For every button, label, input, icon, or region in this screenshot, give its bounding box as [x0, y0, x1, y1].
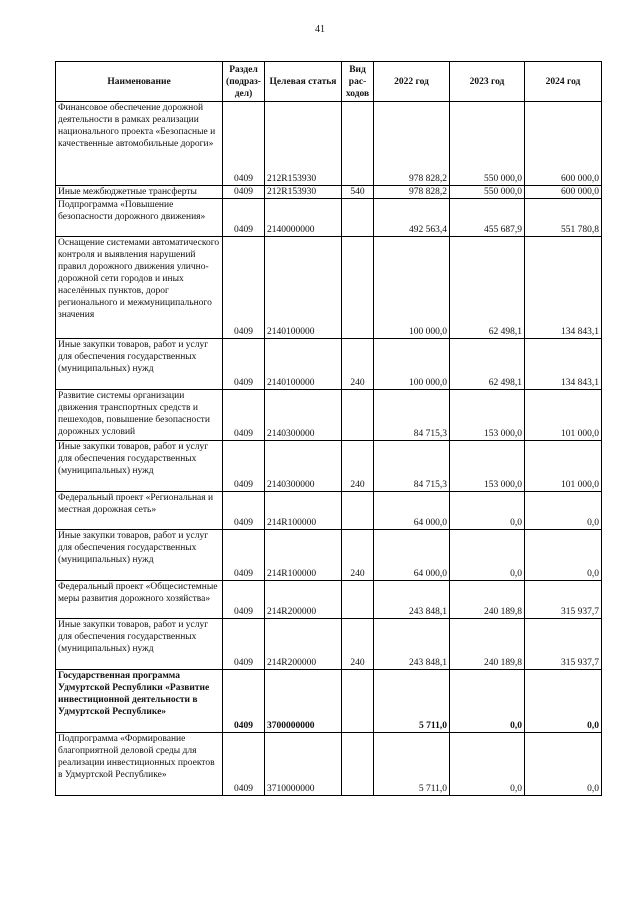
- cell-2024: 101 000,0: [525, 441, 602, 492]
- cell-name: Оснащение системами автоматического контроля и выявления нарушений правил дорожного движения улично-дорожной сети городов и иных населённых пунктов, дорог регионального и межмуниципального значения: [56, 237, 223, 339]
- table-row: [56, 237, 602, 339]
- cell-section: 0409: [223, 670, 265, 733]
- cell-section: 0409: [223, 441, 265, 492]
- cell-2023: 0,0: [450, 530, 525, 581]
- cell-2024: 551 780,8: [525, 199, 602, 237]
- cell-section: 0409: [223, 492, 265, 530]
- cell-2022: 243 848,1: [374, 581, 450, 619]
- table-row: [56, 530, 602, 581]
- cell-2022: 492 563,4: [374, 199, 450, 237]
- cell-kind: 240: [342, 441, 374, 492]
- cell-kind: [342, 581, 374, 619]
- table-row: [56, 733, 602, 796]
- cell-kind: [342, 102, 374, 186]
- cell-2023: 240 189,8: [450, 581, 525, 619]
- cell-name: Иные закупки товаров, работ и услуг для обеспечения государственных (муниципальных) нужд: [56, 339, 223, 390]
- cell-2024: 0,0: [525, 530, 602, 581]
- cell-name: Иные межбюджетные трансферты: [56, 186, 223, 199]
- cell-2023: 62 498,1: [450, 339, 525, 390]
- cell-target: 2140100000: [265, 237, 342, 339]
- cell-2024: 134 843,1: [525, 339, 602, 390]
- cell-name: Подпрограмма «Повышение безопасности дорожного движения»: [56, 199, 223, 237]
- cell-2023: 62 498,1: [450, 237, 525, 339]
- cell-2022: 64 000,0: [374, 530, 450, 581]
- cell-target: 212R153930: [265, 102, 342, 186]
- cell-target: 2140300000: [265, 390, 342, 441]
- cell-section: 0409: [223, 339, 265, 390]
- cell-2023: 550 000,0: [450, 186, 525, 199]
- budget-table: [55, 61, 602, 796]
- cell-2022: 84 715,3: [374, 390, 450, 441]
- table-row: [56, 670, 602, 733]
- table-row: [56, 390, 602, 441]
- cell-kind: [342, 390, 374, 441]
- cell-kind: [342, 492, 374, 530]
- table-row: [56, 186, 602, 199]
- table-row: [56, 441, 602, 492]
- cell-2023: 0,0: [450, 733, 525, 796]
- cell-name: Подпрограмма «Формирование благоприятной деловой среды для реализации инвестиционных проектов в Удмуртской Республике»: [56, 733, 223, 796]
- cell-2024: 315 937,7: [525, 619, 602, 670]
- header-2024: 2024 год: [525, 62, 602, 102]
- header-kind: Вид рас- ходов: [342, 62, 374, 102]
- cell-target: 3700000000: [265, 670, 342, 733]
- cell-section: 0409: [223, 199, 265, 237]
- cell-name: Государственная программа Удмуртской Республики «Развитие инвестиционной деятельности в Удмуртской Республике»: [56, 670, 223, 733]
- cell-name: Иные закупки товаров, работ и услуг для обеспечения государственных (муниципальных) нужд: [56, 619, 223, 670]
- cell-2022: 5 711,0: [374, 670, 450, 733]
- cell-target: 2140000000: [265, 199, 342, 237]
- cell-kind: [342, 670, 374, 733]
- cell-section: 0409: [223, 102, 265, 186]
- cell-2023: 153 000,0: [450, 390, 525, 441]
- cell-kind: [342, 237, 374, 339]
- cell-name: Федеральный проект «Общесистемные меры развития дорожного хозяйства»: [56, 581, 223, 619]
- header-section: Раздел (подраз- дел): [223, 62, 265, 102]
- cell-target: 214R100000: [265, 530, 342, 581]
- cell-target: 2140100000: [265, 339, 342, 390]
- cell-name: Финансовое обеспечение дорожной деятельности в рамках реализации национального проекта «Безопасные и качественные автомобильные дороги»: [56, 102, 223, 186]
- cell-2022: 84 715,3: [374, 441, 450, 492]
- table-row: [56, 492, 602, 530]
- cell-name: Развитие системы организации движения транспортных средств и пешеходов, повышение безопасности дорожных условий: [56, 390, 223, 441]
- cell-2022: 243 848,1: [374, 619, 450, 670]
- page-number: 41: [315, 24, 325, 35]
- table-row: [56, 199, 602, 237]
- table-header-row: [56, 62, 602, 102]
- cell-2024: 0,0: [525, 670, 602, 733]
- cell-section: 0409: [223, 186, 265, 199]
- cell-kind: [342, 733, 374, 796]
- cell-2024: 101 000,0: [525, 390, 602, 441]
- cell-2023: 240 189,8: [450, 619, 525, 670]
- cell-section: 0409: [223, 581, 265, 619]
- cell-name: Иные закупки товаров, работ и услуг для обеспечения государственных (муниципальных) нужд: [56, 530, 223, 581]
- cell-2022: 978 828,2: [374, 186, 450, 199]
- cell-2022: 978 828,2: [374, 102, 450, 186]
- cell-2024: 0,0: [525, 733, 602, 796]
- cell-kind: 240: [342, 339, 374, 390]
- cell-section: 0409: [223, 390, 265, 441]
- header-2023: 2023 год: [450, 62, 525, 102]
- cell-kind: 540: [342, 186, 374, 199]
- cell-kind: 240: [342, 619, 374, 670]
- cell-2023: 153 000,0: [450, 441, 525, 492]
- cell-2024: 0,0: [525, 492, 602, 530]
- cell-2024: 600 000,0: [525, 186, 602, 199]
- cell-2023: 0,0: [450, 670, 525, 733]
- table-row: [56, 619, 602, 670]
- cell-section: 0409: [223, 619, 265, 670]
- table-row: [56, 339, 602, 390]
- header-name: Наименование: [56, 62, 223, 102]
- cell-target: 214R100000: [265, 492, 342, 530]
- table-row: [56, 102, 602, 186]
- cell-2022: 5 711,0: [374, 733, 450, 796]
- header-target: Целевая статья: [265, 62, 342, 102]
- cell-target: 214R200000: [265, 581, 342, 619]
- cell-section: 0409: [223, 733, 265, 796]
- cell-name: Федеральный проект «Региональная и местная дорожная сеть»: [56, 492, 223, 530]
- cell-target: 214R200000: [265, 619, 342, 670]
- cell-kind: [342, 199, 374, 237]
- table-body: [56, 102, 602, 796]
- cell-target: 2140300000: [265, 441, 342, 492]
- cell-2023: 455 687,9: [450, 199, 525, 237]
- cell-target: 212R153930: [265, 186, 342, 199]
- cell-target: 3710000000: [265, 733, 342, 796]
- cell-2024: 134 843,1: [525, 237, 602, 339]
- cell-2022: 100 000,0: [374, 237, 450, 339]
- cell-section: 0409: [223, 237, 265, 339]
- cell-2022: 64 000,0: [374, 492, 450, 530]
- cell-2024: 600 000,0: [525, 102, 602, 186]
- cell-2024: 315 937,7: [525, 581, 602, 619]
- cell-2023: 0,0: [450, 492, 525, 530]
- header-2022: 2022 год: [374, 62, 450, 102]
- table-row: [56, 581, 602, 619]
- cell-2023: 550 000,0: [450, 102, 525, 186]
- cell-kind: 240: [342, 530, 374, 581]
- cell-name: Иные закупки товаров, работ и услуг для обеспечения государственных (муниципальных) нужд: [56, 441, 223, 492]
- cell-section: 0409: [223, 530, 265, 581]
- cell-2022: 100 000,0: [374, 339, 450, 390]
